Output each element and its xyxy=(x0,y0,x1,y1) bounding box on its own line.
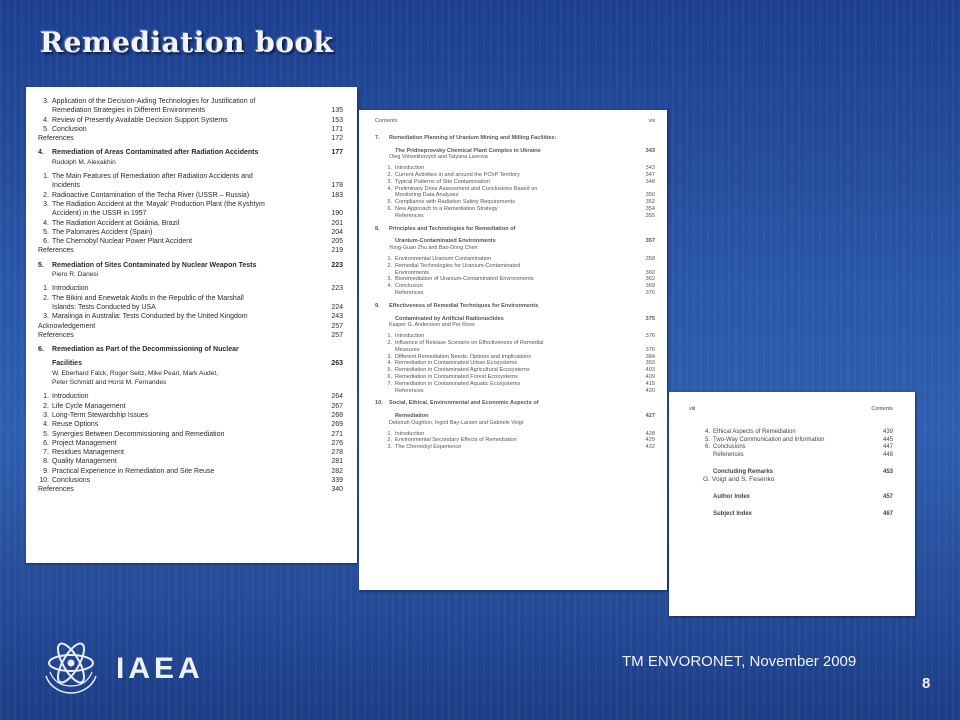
toc-number: 5. xyxy=(43,228,49,236)
toc-title: Reuse Options xyxy=(52,421,99,429)
toc-entry xyxy=(38,430,343,439)
toc-page-number: 183 xyxy=(331,191,343,199)
toc-number: 4. xyxy=(43,219,49,227)
toc-entry xyxy=(375,290,655,297)
toc-title: Compliance with Radiation Safety Requirements xyxy=(395,199,516,206)
toc-page-number: 267 xyxy=(331,402,343,410)
toc-title: Typical Patterns of Site Contamination xyxy=(395,178,490,185)
toc-title: Conclusion xyxy=(395,283,423,290)
page-header-left: Contents xyxy=(375,118,398,124)
iaea-wordmark: IAEA xyxy=(116,652,204,685)
toc-page-number: 384 xyxy=(645,353,655,360)
toc-title: References xyxy=(38,135,74,143)
toc-entry xyxy=(375,444,655,451)
toc-page-number: 360 xyxy=(645,269,655,276)
toc-entry xyxy=(375,367,655,374)
toc-number: 3. xyxy=(43,98,49,105)
toc-entry xyxy=(38,322,343,331)
toc-author: W. Eberhard Falck, Roger Seitz, Mike Pearl, Mark Audet, xyxy=(52,369,219,377)
toc-entry xyxy=(689,429,893,436)
toc-author: Peter Schmidt and Horst M. Fernandes xyxy=(52,379,167,387)
toc-title: Application of the Decision-Aiding Technologies for Justification of xyxy=(52,98,256,105)
toc-title: Effectiveness of Remedial Techniques for Environments xyxy=(389,302,539,309)
toc-page-number: 448 xyxy=(882,451,893,458)
toc-title: Residues Management xyxy=(52,449,124,457)
toc-page-number: 467 xyxy=(882,511,893,518)
toc-entry xyxy=(38,172,343,181)
toc-entry xyxy=(375,213,655,220)
toc-title: Introduction xyxy=(52,393,89,401)
toc-title: Conclusions xyxy=(52,476,91,484)
toc-entry xyxy=(38,467,343,476)
toc-entry xyxy=(38,97,343,106)
toc-number: 1. xyxy=(387,333,392,340)
toc-page-number: 447 xyxy=(882,444,893,451)
toc-page-number: 420 xyxy=(645,387,655,394)
toc-entry xyxy=(38,209,343,218)
toc-title: New Approach to a Remediation Strategy xyxy=(395,205,498,212)
toc-number: 2. xyxy=(387,339,392,346)
iaea-atom-logo-icon xyxy=(36,636,106,696)
toc-number: 6. xyxy=(704,444,710,451)
toc-entry xyxy=(38,237,343,246)
toc-page-number: 429 xyxy=(645,437,655,444)
toc-title: Environments xyxy=(395,269,430,276)
toc-number: 7. xyxy=(43,449,49,457)
toc-page-number: 427 xyxy=(645,413,655,420)
toc-title: Social, Ethical, Environmental and Economic Aspects of xyxy=(389,400,539,407)
toc-page-number: 257 xyxy=(331,322,343,330)
toc-entry xyxy=(38,448,343,457)
toc-page-number: 350 xyxy=(645,192,655,199)
toc-entry xyxy=(375,192,655,199)
toc-entry xyxy=(38,303,343,312)
toc-entry xyxy=(38,411,343,420)
toc-page-number: 276 xyxy=(331,439,343,447)
toc-title: References xyxy=(713,451,744,458)
toc-title: References xyxy=(395,289,424,296)
toc-number: 3. xyxy=(387,353,392,360)
toc-page-number: 376 xyxy=(645,346,655,353)
toc-title: Practical Experience in Remediation and Site Reuse xyxy=(52,467,215,475)
toc-title: Remediation Planning of Uranium Mining and Milling Facilities: xyxy=(389,134,557,141)
toc-entry xyxy=(38,191,343,200)
toc-page-number: 223 xyxy=(331,285,343,293)
toc-entry xyxy=(375,333,655,340)
toc-entry xyxy=(375,354,655,361)
toc-number: 1. xyxy=(387,165,392,172)
toc-title: Principles and Technologies for Remediation of xyxy=(389,225,516,232)
toc-entry xyxy=(38,228,343,237)
toc-page-number: 281 xyxy=(331,458,343,466)
toc-page-number: 370 xyxy=(645,289,655,296)
toc-entry xyxy=(38,181,343,190)
toc-entry xyxy=(38,457,343,466)
toc-title: Environmental Secondary Effects of Remediation xyxy=(395,437,517,444)
toc-page-number: 278 xyxy=(331,449,343,457)
toc-entry xyxy=(375,437,655,444)
toc-number: 9. xyxy=(375,302,380,309)
toc-entry xyxy=(689,452,893,459)
toc-page-number: 339 xyxy=(331,476,343,484)
toc-page-number: 348 xyxy=(645,178,655,185)
toc-title: Current Activities in and around the PChP Territory xyxy=(395,171,520,178)
toc-number: 3. xyxy=(43,411,49,419)
toc-entry xyxy=(375,340,655,347)
toc-title: Maralinga in Australia: Tests Conducted by the United Kingdom xyxy=(52,313,248,321)
toc-entry xyxy=(38,485,343,494)
toc-author: Oleg Voitsekhovych and Tatyana Lavrova xyxy=(389,154,488,161)
toc-title: Uranium-Contaminated Environments xyxy=(395,238,496,245)
toc-entry xyxy=(375,199,655,206)
toc-number: 4. xyxy=(387,283,392,290)
page-header-right: viii xyxy=(648,118,655,124)
toc-page-number: 271 xyxy=(331,430,343,438)
toc-page-number: 263 xyxy=(331,360,343,368)
toc-page-number: 243 xyxy=(331,313,343,321)
toc-title: The Pridneprovsky Chemical Plant Complex in Ukraine xyxy=(395,147,541,154)
toc-entry xyxy=(375,388,655,395)
toc-page-number: 358 xyxy=(645,255,655,262)
toc-entry xyxy=(375,283,655,290)
toc-number: 5. xyxy=(387,367,392,374)
toc-chapter xyxy=(38,359,343,368)
toc-title: Introduction xyxy=(52,285,89,293)
toc-entry xyxy=(375,360,655,367)
toc-entry xyxy=(38,331,343,340)
toc-page-right xyxy=(669,392,915,616)
toc-entry xyxy=(689,437,893,444)
toc-author: Rudolph M. Alexakhin xyxy=(52,158,116,166)
toc-title: Long-Term Stewardship Issues xyxy=(52,411,149,419)
slide-page-number: 8 xyxy=(922,675,931,692)
toc-title: Contaminated by Artificial Radionuclides xyxy=(395,315,504,322)
toc-title: Environmental Uranium Contamination xyxy=(395,255,492,262)
toc-number: 2. xyxy=(387,262,392,269)
toc-title: Remediation of Sites Contaminated by Nuclear Weapon Tests xyxy=(52,261,257,269)
toc-title: Different Remediation Needs: Options and Implications xyxy=(395,353,532,360)
toc-number: 5. xyxy=(38,261,44,269)
toc-title: Facilities xyxy=(52,360,82,368)
toc-title: Ethical Aspects of Remediation xyxy=(713,429,796,436)
toc-title: Life Cycle Management xyxy=(52,402,126,410)
toc-page-number: 343 xyxy=(645,165,655,172)
toc-page-number: 445 xyxy=(882,436,893,443)
toc-entry xyxy=(375,276,655,283)
toc-page-number: 409 xyxy=(645,373,655,380)
toc-page-number: 453 xyxy=(882,469,893,476)
toc-entry xyxy=(375,172,655,179)
toc-entry xyxy=(38,312,343,321)
toc-number: 6. xyxy=(38,346,44,354)
toc-number: 8. xyxy=(375,225,380,232)
toc-chapter xyxy=(375,303,655,310)
toc-page-number: 343 xyxy=(645,147,655,154)
toc-page-number: 177 xyxy=(331,149,343,157)
toc-title: Monitoring Data Analyses xyxy=(395,192,459,199)
toc-entry xyxy=(38,402,343,411)
toc-entry xyxy=(38,106,343,115)
toc-title: Conclusion xyxy=(52,125,87,133)
toc-entry xyxy=(689,444,893,451)
toc-page-number: 357 xyxy=(645,238,655,245)
toc-page-number: 172 xyxy=(331,135,343,143)
toc-number: 6. xyxy=(387,205,392,212)
toc-title: The Main Features of Remediation after Radiation Accidents and xyxy=(52,173,253,181)
toc-author: Deborah Oughton, Ingrid Bay-Larsen and Gabriele Voigt xyxy=(389,419,524,426)
toc-entry xyxy=(38,125,343,134)
toc-page-left xyxy=(26,87,357,563)
toc-title: Bioremediation of Uranium-Contaminated Environments xyxy=(395,276,534,283)
toc-page-number: 135 xyxy=(331,107,343,115)
toc-chapter xyxy=(38,345,343,354)
toc-number: 10. xyxy=(375,400,383,407)
toc-title: Review of Presently Available Decision Support Systems xyxy=(52,116,228,124)
toc-title: Author Index xyxy=(713,493,750,500)
toc-author: G. Voigt and S. Fesenko xyxy=(703,476,775,484)
toc-page-number: 354 xyxy=(645,205,655,212)
toc-page-number: 439 xyxy=(882,429,893,436)
toc-number: 1. xyxy=(387,430,392,437)
toc-number: 3. xyxy=(43,200,49,208)
toc-page-number: 376 xyxy=(645,333,655,340)
toc-page-number: 269 xyxy=(331,421,343,429)
toc-title: Subject Index xyxy=(713,511,753,518)
page-header xyxy=(689,406,893,413)
toc-number: 5. xyxy=(43,125,49,133)
toc-list xyxy=(689,429,893,518)
toc-entry xyxy=(38,284,343,293)
toc-title: Quality Management xyxy=(52,458,117,466)
toc-chapter xyxy=(375,238,655,245)
toc-entry xyxy=(38,392,343,401)
toc-entry xyxy=(375,165,655,172)
toc-title: The Chernobyl Nuclear Power Plant Accident xyxy=(52,238,193,246)
toc-page-number: 369 xyxy=(645,283,655,290)
toc-page-number: 403 xyxy=(645,367,655,374)
toc-page-number: 178 xyxy=(331,182,343,190)
toc-page-number: 428 xyxy=(645,430,655,437)
toc-title: Measures xyxy=(395,346,420,353)
toc-page-number: 224 xyxy=(331,303,343,311)
toc-number: 3. xyxy=(387,444,392,451)
toc-number: 6. xyxy=(43,439,49,447)
toc-chapter xyxy=(375,148,655,155)
toc-title: References xyxy=(395,212,424,219)
toc-page-number: 432 xyxy=(645,444,655,451)
toc-title: Remediation of Areas Contaminated after Radiation Accidents xyxy=(52,149,259,157)
toc-chapter xyxy=(38,261,343,270)
toc-list xyxy=(375,135,655,451)
footer-event-text: TM ENVORONET, November 2009 xyxy=(622,653,857,670)
toc-page-number: 201 xyxy=(331,219,343,227)
toc-page-number: 153 xyxy=(331,116,343,124)
toc-author: Yong-Guan Zhu and Bao-Dong Chen xyxy=(389,245,478,252)
toc-page-number: 457 xyxy=(882,493,893,500)
toc-number: 7. xyxy=(387,380,392,387)
toc-number: 4. xyxy=(38,149,44,157)
toc-title: Remedial Technologies for Uranium-Contaminated xyxy=(395,262,521,269)
toc-chapter xyxy=(375,413,655,420)
toc-title: References xyxy=(38,486,74,494)
toc-number: 2. xyxy=(43,191,49,199)
toc-number: 2. xyxy=(43,294,49,302)
toc-page-number: 375 xyxy=(645,315,655,322)
toc-page-number: 340 xyxy=(331,486,343,494)
toc-entry xyxy=(375,263,655,270)
toc-title: The Bikini and Enewetak Atolls in the Republic of the Marshall xyxy=(52,294,244,302)
toc-title: References xyxy=(38,247,74,255)
toc-author: Kasper G. Andersson and Per Roos xyxy=(389,322,475,329)
toc-title: References xyxy=(395,387,424,394)
toc-page-number: 205 xyxy=(331,238,343,246)
toc-number: 4. xyxy=(387,185,392,192)
toc-number: 3. xyxy=(387,276,392,283)
toc-title: The Radiation Accident at Goiânia, Brazil xyxy=(52,219,180,227)
toc-entry xyxy=(375,256,655,263)
toc-page-number: 347 xyxy=(645,171,655,178)
toc-chapter xyxy=(375,135,655,142)
page-header xyxy=(375,118,655,125)
toc-entry xyxy=(375,179,655,186)
toc-number: 4. xyxy=(704,429,710,436)
slide-title: Remediation book xyxy=(40,26,334,59)
toc-title: Influence of Release Scenario on Effectiveness of Remedial xyxy=(395,339,544,346)
toc-entry xyxy=(375,270,655,277)
toc-section xyxy=(689,469,893,476)
toc-title: Remediation in Contaminated Aquatic Ecosystems xyxy=(395,380,521,387)
toc-title: Islands: Tests Conducted by USA xyxy=(52,303,156,311)
toc-page-number: 171 xyxy=(331,125,343,133)
toc-chapter xyxy=(38,148,343,157)
toc-page-number: 393 xyxy=(645,360,655,367)
toc-title: Introduction xyxy=(395,430,425,437)
toc-title: Remediation xyxy=(395,413,429,420)
toc-title: Radioactive Contamination of the Techa River (USSR – Russia) xyxy=(52,191,250,199)
toc-title: Remediation in Contaminated Urban Ecosystems xyxy=(395,360,518,367)
toc-entry xyxy=(38,246,343,255)
toc-number: 2. xyxy=(43,402,49,410)
toc-entry xyxy=(375,381,655,388)
toc-entry xyxy=(375,431,655,438)
toc-page-right-content xyxy=(669,392,915,519)
toc-title: Remediation as Part of the Decommissioning of Nuclear xyxy=(52,346,239,354)
toc-number: 4. xyxy=(43,116,49,124)
toc-page-number: 223 xyxy=(331,261,343,269)
toc-number: 2. xyxy=(387,171,392,178)
toc-title: Synergies Between Decommissioning and Remediation xyxy=(52,430,225,438)
toc-page-number: 190 xyxy=(331,210,343,218)
toc-page-number: 352 xyxy=(645,199,655,206)
toc-number: 5. xyxy=(43,430,49,438)
toc-page-middle-content xyxy=(359,110,667,451)
toc-page-number: 268 xyxy=(331,411,343,419)
toc-number: 1. xyxy=(43,393,49,401)
toc-number: 4. xyxy=(43,421,49,429)
toc-entry xyxy=(375,374,655,381)
toc-page-number: 355 xyxy=(645,212,655,219)
toc-number: 4. xyxy=(387,360,392,367)
toc-title: The Chernobyl Experience xyxy=(395,444,462,451)
toc-title: References xyxy=(38,331,74,339)
toc-number: 2. xyxy=(387,437,392,444)
toc-title: Two-Way Communication and Information xyxy=(713,436,825,443)
toc-number: 8. xyxy=(43,458,49,466)
toc-number: 5. xyxy=(387,199,392,206)
toc-number: 3. xyxy=(387,178,392,185)
toc-entry xyxy=(375,206,655,213)
toc-section xyxy=(689,494,893,501)
toc-number: 10. xyxy=(39,476,49,484)
toc-page-left-content xyxy=(26,87,357,495)
toc-number: 1. xyxy=(43,285,49,293)
toc-title: Concluding Remarks xyxy=(713,469,774,476)
toc-page-number: 257 xyxy=(331,331,343,339)
toc-page-number: 415 xyxy=(645,380,655,387)
toc-entry xyxy=(38,439,343,448)
toc-title: Remediation in Contaminated Forest Ecosystems xyxy=(395,373,518,380)
page-header-right: Contents xyxy=(871,406,893,412)
toc-title: Remediation Strategies in Different Environments xyxy=(52,107,206,115)
toc-chapter xyxy=(375,400,655,407)
toc-number: 9. xyxy=(43,467,49,475)
toc-entry xyxy=(375,347,655,354)
toc-chapter xyxy=(375,316,655,323)
toc-number: 3. xyxy=(43,313,49,321)
toc-number: 6. xyxy=(387,373,392,380)
toc-chapter xyxy=(375,226,655,233)
toc-page-number: 282 xyxy=(331,467,343,475)
toc-title: Remediation in Contaminated Agricultural Ecosystems xyxy=(395,367,530,374)
toc-author: Piero R. Danesi xyxy=(52,271,99,279)
toc-number: 7. xyxy=(375,134,380,141)
toc-title: Introduction xyxy=(395,333,425,340)
toc-page-number: 204 xyxy=(331,228,343,236)
toc-title: Accident) in the USSR in 1957 xyxy=(52,210,147,218)
toc-number: 1. xyxy=(387,255,392,262)
toc-entry xyxy=(38,476,343,485)
toc-title: Project Management xyxy=(52,439,117,447)
toc-entry xyxy=(375,186,655,193)
toc-entry xyxy=(38,134,343,143)
toc-page-number: 362 xyxy=(645,276,655,283)
toc-section xyxy=(689,511,893,518)
toc-title: Acknowledgement xyxy=(38,322,96,330)
toc-entry xyxy=(38,116,343,125)
toc-entry xyxy=(38,420,343,429)
toc-entry xyxy=(38,219,343,228)
toc-title: Conclusions xyxy=(713,444,746,451)
toc-entry xyxy=(38,200,343,209)
toc-page-number: 219 xyxy=(331,247,343,255)
toc-title: Preliminary Dose Assessment and Conclusions Based on xyxy=(395,185,538,192)
toc-title: The Radiation Accident at the 'Mayak' Production Plant (the Kyshtym xyxy=(52,200,265,208)
toc-entry xyxy=(38,294,343,303)
page-header-left: viii xyxy=(689,406,696,412)
toc-page-middle xyxy=(359,110,667,590)
toc-page-number: 264 xyxy=(331,393,343,401)
toc-number: 1. xyxy=(43,173,49,181)
toc-number: 5. xyxy=(704,436,710,443)
toc-number: 6. xyxy=(43,238,49,246)
toc-title: Introduction xyxy=(395,165,425,172)
toc-title: The Palomares Accident (Spain) xyxy=(52,228,153,236)
toc-title: Incidents xyxy=(52,182,81,190)
